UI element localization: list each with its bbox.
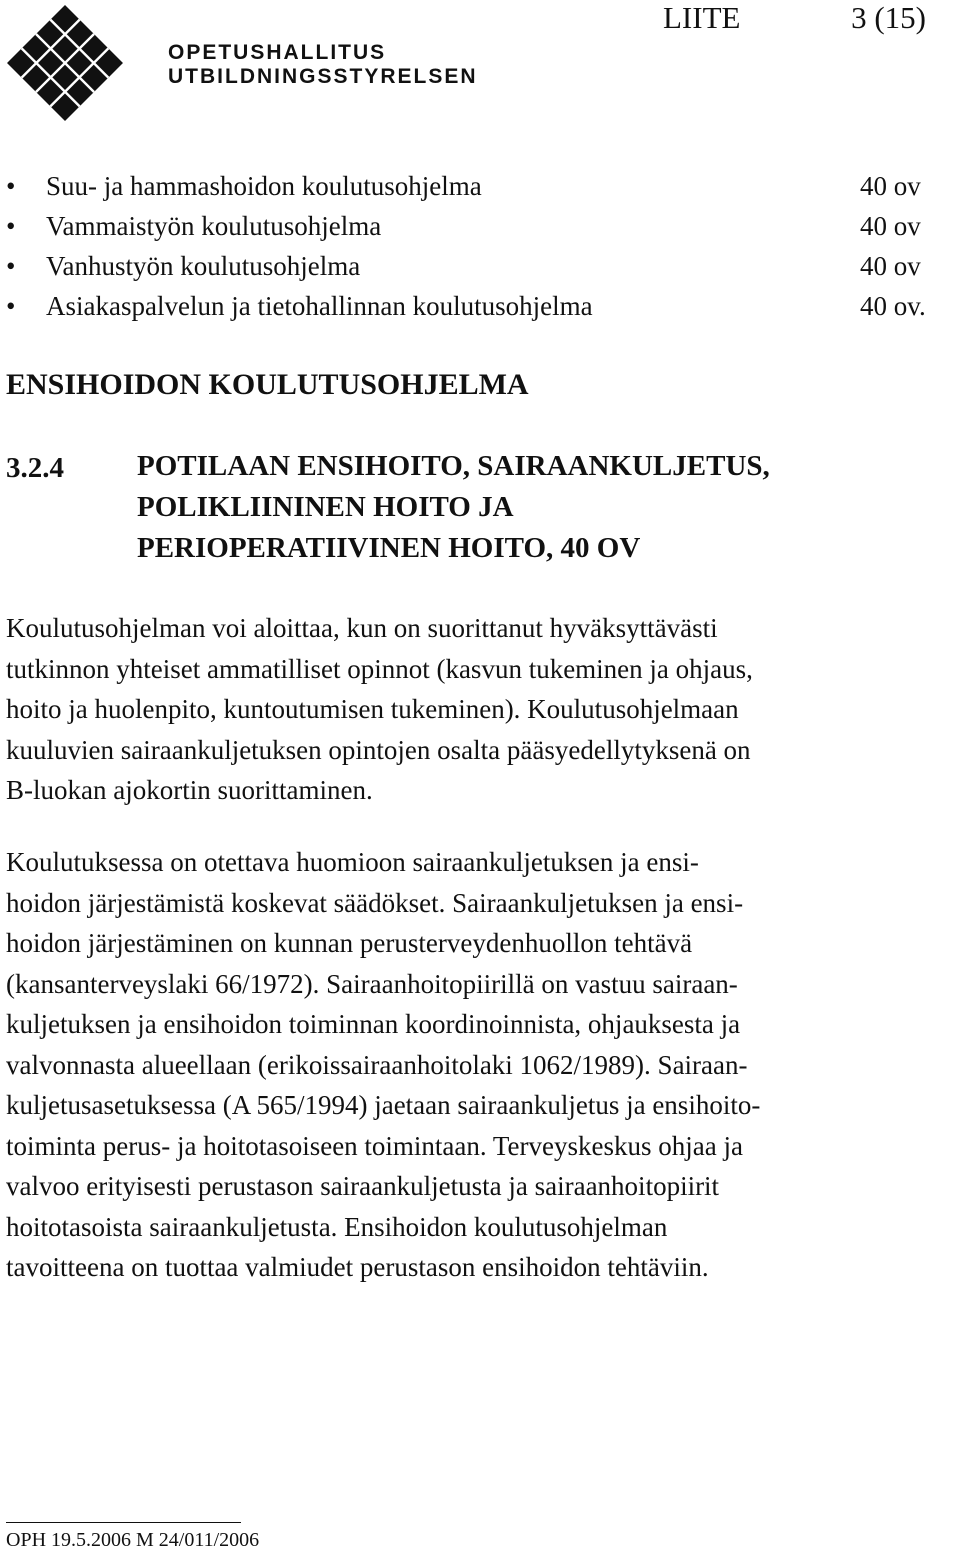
paragraph-regulations — [6, 842, 954, 1288]
subsection-title-line: POTILAAN ENSIHOITO, SAIRAANKULJETUS, — [137, 450, 770, 482]
bullet-icon: • — [6, 291, 16, 321]
text-line: kuuluvien sairaankuljetuksen opintojen osalta pääsyedellytyksenä on — [6, 734, 751, 765]
program-credits: 40 ov — [860, 251, 921, 281]
section-title: ENSIHOIDON KOULUTUSOHJELMA — [6, 368, 529, 401]
program-name: Asiakaspalvelun ja tietohallinnan koulutusohjelma — [46, 291, 593, 321]
bullet-icon: • — [6, 211, 16, 241]
org-name-sv: UTBILDNINGSSTYRELSEN — [168, 65, 478, 88]
text-line: tutkinnon yhteiset ammatilliset opinnot (kasvun tukeminen ja ohjaus, — [6, 653, 753, 684]
program-name: Suu- ja hammashoidon koulutusohjelma — [46, 171, 482, 201]
text-line: hoidon järjestäminen on kunnan perusterveydenhuollon tehtävä — [6, 928, 693, 958]
subsection-title-line: POLIKLIININEN HOITO JA — [137, 491, 514, 523]
program-list — [0, 166, 960, 326]
text-line: toiminta perus- ja hoitotasoiseen toimintaan. Terveyskeskus ohjaa ja — [6, 1130, 743, 1161]
organization-name — [168, 42, 478, 90]
text-line: hoidon järjestämistä koskevat säädökset. Sairaankuljetuksen ja ensi- — [6, 887, 744, 918]
text-line: kuljetuksen ja ensihoidon toiminnan koordinoinnista, ohjauksesta ja — [6, 1009, 741, 1039]
appendix-label: LIITE — [663, 0, 741, 35]
program-name: Vanhustyön koulutusohjelma — [46, 251, 361, 281]
list-item — [0, 206, 960, 246]
subsection-title-line: PERIOPERATIIVINEN HOITO, 40 OV — [137, 532, 641, 564]
footer-rule — [6, 1522, 241, 1523]
opetushallitus-logo — [6, 4, 124, 122]
program-name: Vammaistyön koulutusohjelma — [46, 211, 382, 241]
text-line: valvoo erityisesti perustason sairaankuljetusta ja sairaanhoitopiirit — [6, 1171, 720, 1201]
subsection-title — [137, 446, 937, 569]
footer-reference: OPH 19.5.2006 M 24/011/2006 — [6, 1529, 260, 1551]
text-line: Koulutuksessa on otettava huomioon sairaankuljetuksen ja ensi- — [6, 847, 699, 877]
list-item — [0, 286, 960, 326]
text-line: Koulutusohjelman voi aloittaa, kun on suorittanut hyväksyttävästi — [6, 613, 718, 643]
list-item — [0, 246, 960, 286]
list-item — [0, 166, 960, 206]
org-name-fi: OPETUSHALLITUS — [168, 41, 387, 64]
text-line: (kansanterveyslaki 66/1972). Sairaanhoitopiirillä on vastuu sairaan- — [6, 968, 738, 999]
bullet-icon: • — [6, 251, 16, 281]
page-number: 3 (15) — [851, 0, 926, 35]
text-line: hoito ja huolenpito, kuntoutumisen tukeminen). Koulutusohjelmaan — [6, 694, 739, 724]
program-credits: 40 ov — [860, 171, 921, 201]
program-credits: 40 ov — [860, 211, 921, 241]
subsection-number: 3.2.4 — [6, 452, 64, 484]
bullet-icon: • — [6, 171, 16, 201]
text-line: B-luokan ajokortin suorittaminen. — [6, 775, 373, 805]
text-line: hoitotasoista sairaankuljetusta. Ensihoidon koulutusohjelman — [6, 1211, 668, 1242]
text-line: valvonnasta alueellaan (erikoissairaanhoitolaki 1062/1989). Sairaan- — [6, 1049, 748, 1080]
paragraph-admission — [6, 608, 954, 811]
program-credits: 40 ov. — [860, 291, 926, 321]
text-line: tavoitteena on tuottaa valmiudet perustason ensihoidon tehtäviin. — [6, 1252, 709, 1282]
text-line: kuljetusasetuksessa (A 565/1994) jaetaan sairaankuljetus ja ensihoito- — [6, 1090, 761, 1120]
